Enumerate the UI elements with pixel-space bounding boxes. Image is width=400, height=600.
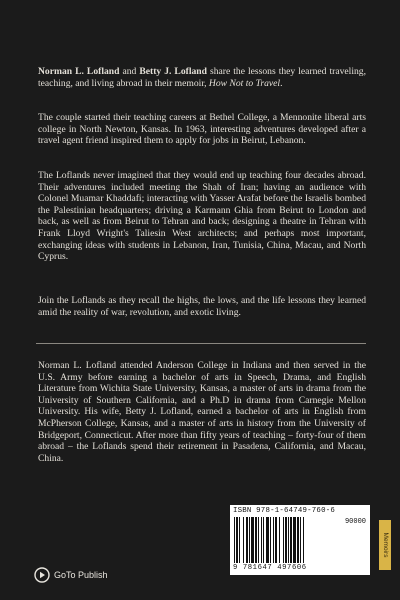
author-name-norman: Norman L. Lofland bbox=[38, 66, 120, 77]
genre-label: Memoirs bbox=[382, 532, 389, 558]
paragraph-join: Join the Loflands as they recall the highs, the lows, and the life lessons they learned amid the reality of war, revolution, and exotic living. bbox=[38, 295, 366, 318]
author-bio: Norman L. Lofland attended Anderson College in Indiana and then served in the U.S. Army before earning a bachelor of arts in Speech, Drama, and English Literature from Wichita State University, Kansas, a master of arts in drama from the University of Southern California, and a Ph.D in drama from Carnegie Mellon University. His wife, Betty J. Lofland, earned a bachelor of arts in English from McPherson College, Kansas, and a master of arts in history from the University of Bridgeport, Connecticut. After more than fifty years of teaching – forty-four of them abroad – the Loflands spend their retirement in Pasadena, California, and Macau, China. bbox=[38, 360, 366, 464]
publisher-logo bbox=[34, 567, 108, 583]
intro-paragraph bbox=[38, 66, 366, 89]
barcode-bars bbox=[234, 517, 332, 563]
intro-and: and bbox=[119, 66, 140, 77]
author-name-betty: Betty J. Lofland bbox=[139, 66, 207, 77]
isbn-label: ISBN 978-1-64749-760-6 bbox=[233, 507, 335, 515]
price-code: 90000 bbox=[344, 518, 366, 526]
goto-publish-logo-icon bbox=[34, 567, 50, 583]
section-divider bbox=[36, 343, 366, 344]
isbn-barcode bbox=[230, 505, 370, 575]
publisher-name: GoTo Publish bbox=[54, 570, 108, 580]
paragraph-adventures: The Loflands never imagined that they would end up teaching four decades abroad. Their adventures included meeting the Shah of Iran; having an audience with Colonel Muamar Khaddafi; interacting with Yasser Arafat before the Israelis bombed the Palestinian headquarters; driving a Karmann Ghia from Beirut to London and back, as well as from Beirut to Tehran and back; designing a theatre in Tehran with Frank Lloyd Wright's Taliesin West architects; and perhaps most important, exchanging ideas with students in Lebanon, Iran, Tunisia, China, Macau, and North Cyprus. bbox=[38, 170, 366, 263]
intro-end: . bbox=[280, 77, 283, 89]
barcode-digits: 9 781647 497606 bbox=[233, 564, 307, 572]
paragraph-careers: The couple started their teaching careers at Bethel College, a Mennonite liberal arts college in North Newton, Kansas. In 1963, interesting adventures developed after a travel agent friend inspired them to apply for jobs in Beirut, Lebanon. bbox=[38, 112, 366, 147]
intro-text: share the lessons they learned traveling, teaching, and living abroad in their memoir, bbox=[38, 66, 366, 89]
book-title: How Not to Travel bbox=[208, 77, 281, 89]
genre-tab bbox=[379, 520, 391, 570]
